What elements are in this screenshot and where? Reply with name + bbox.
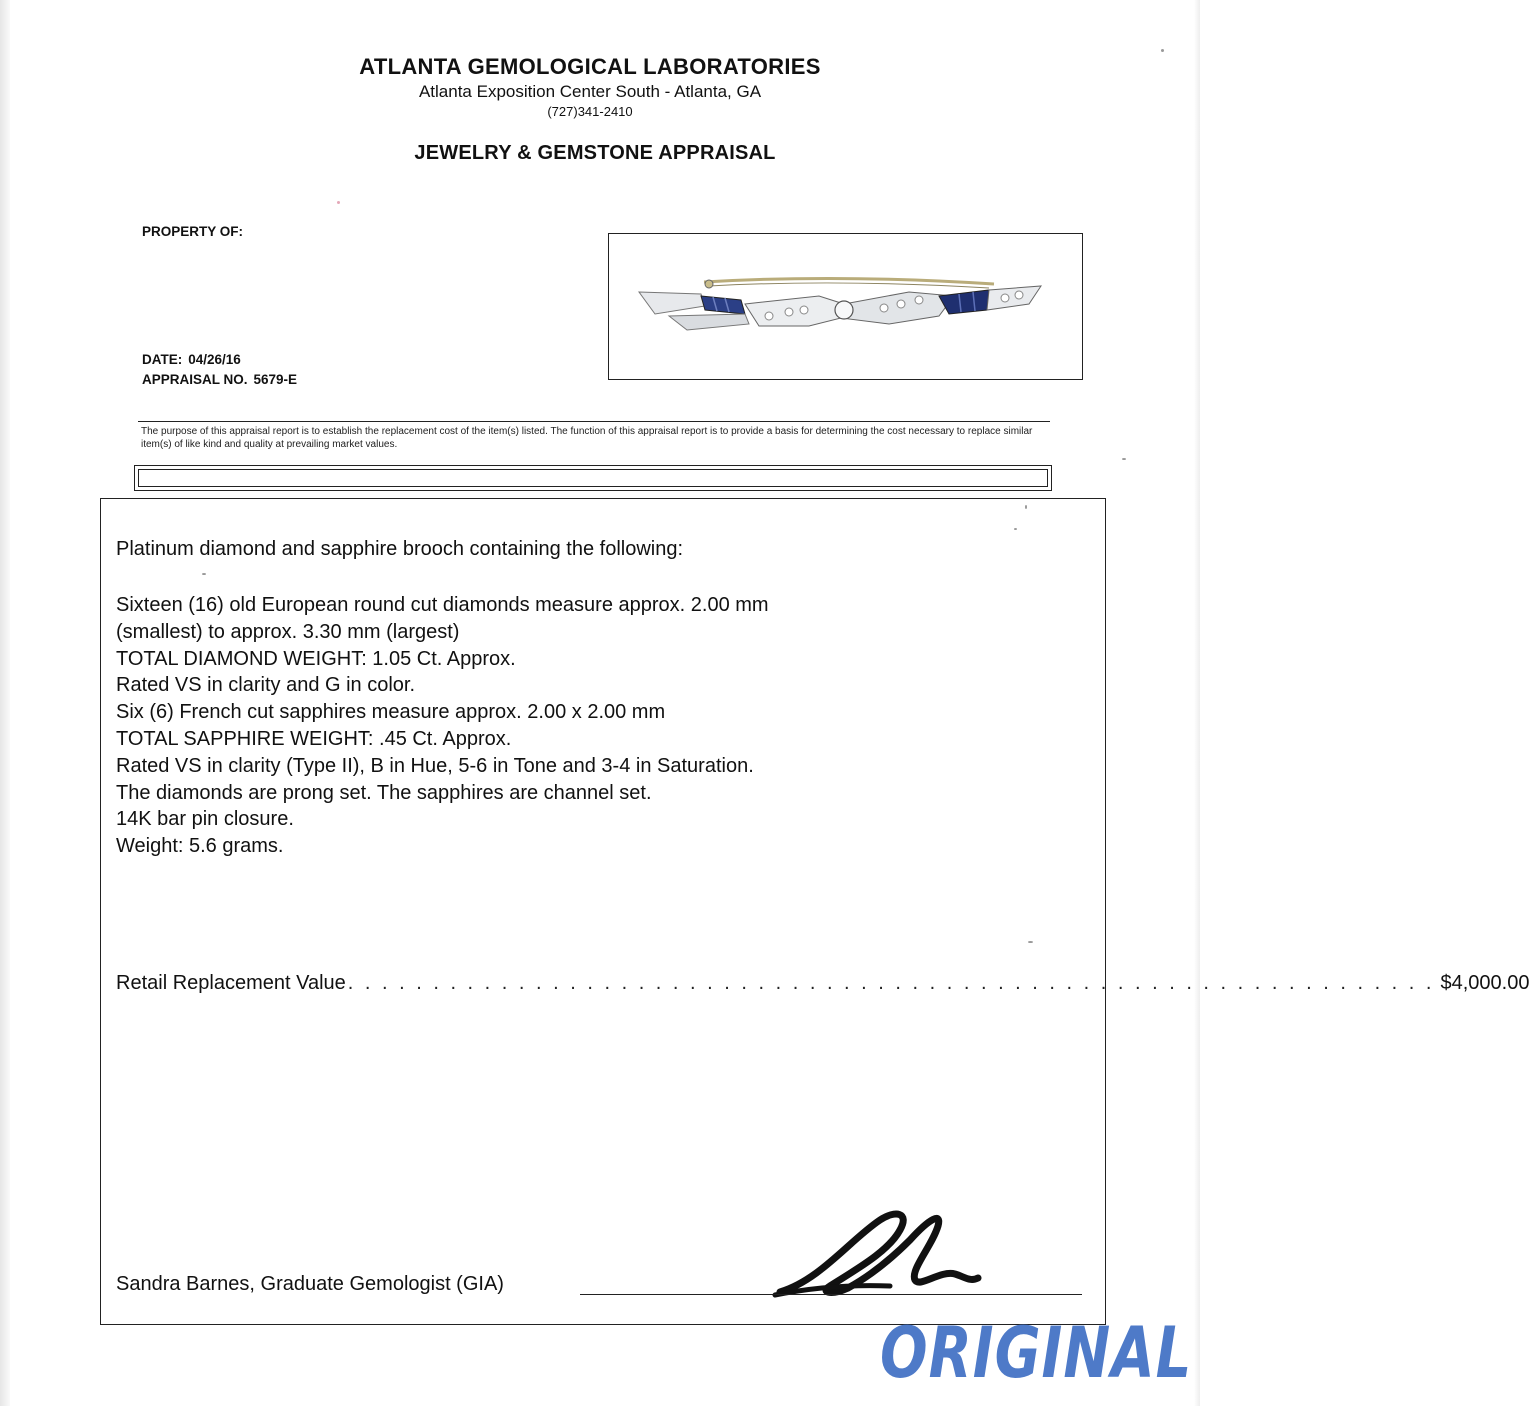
description-line: The diamonds are prong set. The sapphires are channel set. bbox=[116, 781, 652, 804]
date-field bbox=[142, 352, 241, 367]
double-rule-box bbox=[134, 465, 1052, 491]
original-stamp: ORIGINAL bbox=[880, 1313, 1193, 1395]
scan-edge-left bbox=[0, 0, 10, 1406]
dot-leader: . . . . . . . . . . . . . . . . . . . . . . . . . . . . . . . . . . . . . . . . . . . . . . . . . . . . . . . . . . . . . . . . bbox=[347, 972, 1435, 994]
item-photo bbox=[608, 233, 1083, 380]
description-line: Rated VS in clarity and G in color. bbox=[116, 674, 416, 697]
date-value: 04/26/16 bbox=[188, 352, 241, 367]
appraisal-number-field bbox=[142, 372, 297, 387]
scan-speck bbox=[1014, 528, 1017, 530]
property-of-label: PROPERTY OF: bbox=[142, 224, 244, 239]
scan-speck bbox=[1028, 941, 1033, 943]
disclaimer-rule bbox=[138, 421, 1050, 422]
appraisal-number-label: APPRAISAL NO. bbox=[142, 372, 248, 387]
signature-line bbox=[580, 1294, 1082, 1295]
lab-phone: (727)341-2410 bbox=[547, 104, 633, 119]
date-label: DATE: bbox=[142, 352, 183, 367]
brooch-image bbox=[609, 234, 1082, 379]
description-line: Six (6) French cut sapphires measure approx. 2.00 x 2.00 mm bbox=[116, 701, 666, 724]
description-line: TOTAL DIAMOND WEIGHT: 1.05 Ct. Approx. bbox=[116, 647, 516, 670]
description-line: Weight: 5.6 grams. bbox=[116, 835, 284, 858]
signer-name: Sandra Barnes, Graduate Gemologist (GIA) bbox=[116, 1273, 504, 1295]
document-title: JEWELRY & GEMSTONE APPRAISAL bbox=[414, 142, 776, 164]
replacement-value-amount: $4,000.00 bbox=[1440, 972, 1529, 994]
scan-speck bbox=[202, 573, 206, 575]
replacement-value-label: Retail Replacement Value bbox=[116, 972, 346, 994]
appraisal-number-value: 5679-E bbox=[253, 372, 298, 387]
description-line: 14K bar pin closure. bbox=[116, 808, 294, 831]
scan-speck bbox=[337, 201, 340, 204]
lab-address: Atlanta Exposition Center South - Atlanta, GA bbox=[418, 82, 762, 101]
scan-edge-right bbox=[1194, 0, 1200, 1406]
description-line: Rated VS in clarity (Type II), B in Hue, 5-6 in Tone and 3-4 in Saturation. bbox=[116, 754, 754, 777]
description-intro: Platinum diamond and sapphire brooch containing the following: bbox=[116, 538, 684, 560]
description-line: Sixteen (16) old European round cut diamonds measure approx. 2.00 mm bbox=[116, 594, 769, 616]
disclaimer-text: The purpose of this appraisal report is to establish the replacement cost of the item(s) listed. The function of this appraisal report is to provide a basis for determining the cost necessary to replace similar item(s) of like kind and quality at prevailing market values. bbox=[141, 426, 1033, 450]
description-lines bbox=[116, 592, 769, 860]
description-line: TOTAL SAPPHIRE WEIGHT: .45 Ct. Approx. bbox=[116, 727, 512, 750]
scan-speck bbox=[1161, 49, 1164, 52]
lab-name: ATLANTA GEMOLOGICAL LABORATORIES bbox=[359, 54, 821, 79]
scan-speck bbox=[1025, 505, 1027, 509]
scan-speck bbox=[1122, 458, 1126, 460]
description-line: (smallest) to approx. 3.30 mm (largest) bbox=[116, 620, 460, 643]
replacement-value-row bbox=[116, 972, 1529, 995]
